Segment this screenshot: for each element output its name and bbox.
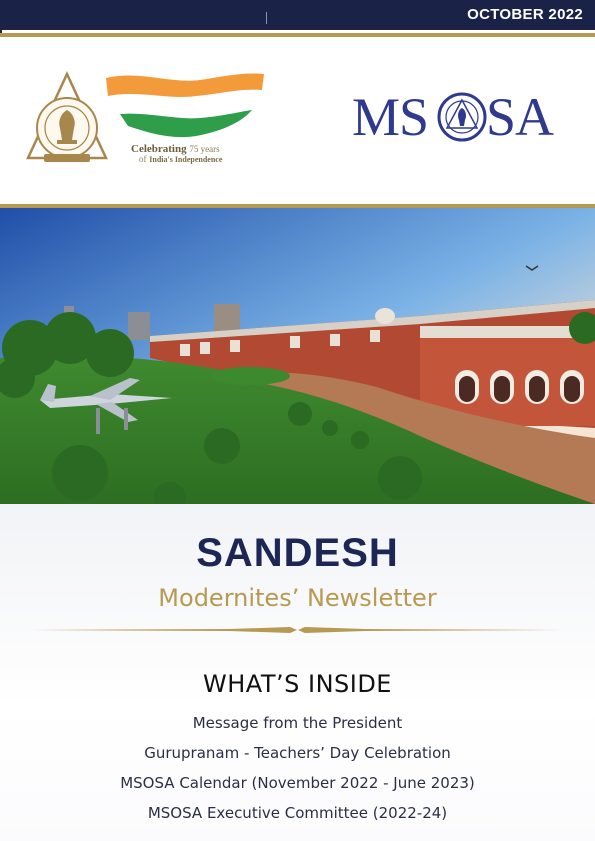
- campus-photo: [0, 208, 595, 504]
- newsletter-title: SANDESH: [196, 531, 399, 575]
- flag-swoosh: [100, 70, 268, 144]
- msosa-right: SA: [486, 87, 554, 147]
- oldboys-association-seal: [24, 70, 110, 166]
- msosa-logo: [352, 89, 564, 145]
- independence-text: India's Independence: [149, 155, 223, 164]
- msosa-seal-icon: [437, 92, 487, 142]
- newsletter-subtitle: Modernites’ Newsletter: [158, 584, 437, 612]
- celebrating-word: Celebrating: [131, 143, 187, 155]
- masthead: [0, 37, 595, 204]
- contents-item: MSOSA Calendar (November 2022 - June 2023): [120, 774, 475, 792]
- contents-heading: WHAT’S INSIDE: [203, 670, 392, 698]
- ornamental-divider: [30, 622, 565, 638]
- of-text: of: [139, 154, 147, 164]
- top-bar: [0, 0, 595, 30]
- contents-item: Message from the President: [192, 714, 403, 732]
- contents-item: MSOSA Executive Committee (2022-24): [147, 804, 448, 822]
- top-bar-mark: [266, 12, 267, 24]
- issue-month: OCTOBER 2022: [467, 6, 583, 23]
- msosa-left: MS: [352, 87, 429, 147]
- contents-list: [0, 712, 595, 832]
- years-text: 75 years: [189, 144, 220, 154]
- contents-item: Gurupranam - Teachers’ Day Celebration: [144, 744, 451, 762]
- celebrating-caption: [131, 144, 222, 165]
